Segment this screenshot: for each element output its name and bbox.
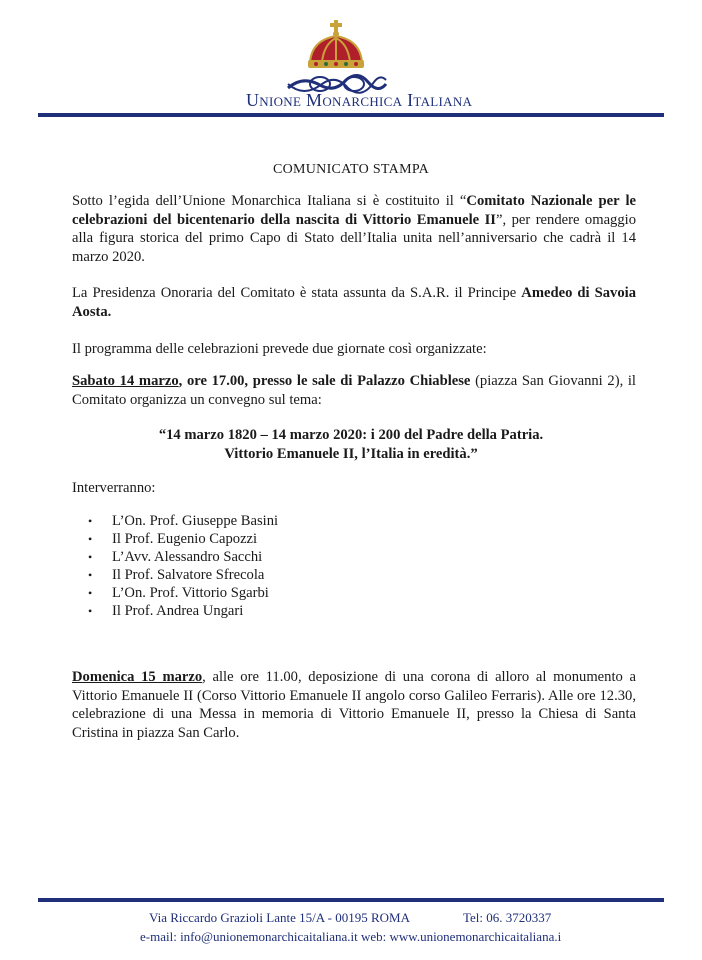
list-item bbox=[88, 602, 278, 620]
bullet-icon: • bbox=[88, 514, 93, 528]
bullet-icon: • bbox=[88, 586, 93, 600]
speaker-name: Il Prof. Eugenio Capozzi bbox=[112, 531, 258, 547]
org-name-heading bbox=[0, 90, 702, 111]
quote-line-1: “14 marzo 1820 – 14 marzo 2020: i 200 del Padre della Patria. bbox=[158, 427, 544, 443]
footer-address: Via Riccardo Grazioli Lante 15/A - 00195 ROMA bbox=[149, 910, 410, 925]
saturday-time-place: , ore 17.00, presso le sale di Palazzo Chiablese bbox=[178, 373, 471, 389]
speaker-name: L’On. Prof. Vittorio Sgarbi bbox=[112, 585, 269, 601]
footer-contacts: e-mail: info@unionemonarchicaitaliana.it web: www.unionemonarchicaitaliana.i bbox=[140, 929, 562, 944]
speakers-list bbox=[88, 512, 278, 620]
bullet-icon: • bbox=[88, 532, 93, 546]
speaker-name: Il Prof. Andrea Ungari bbox=[112, 603, 244, 619]
p2-text-a: La Presidenza Onoraria del Comitato è stata assunta da S.A.R. il Principe bbox=[72, 285, 522, 301]
org-name-text: Unione Monarchica Italiana bbox=[246, 90, 473, 110]
header-divider bbox=[38, 113, 664, 117]
paragraph-committee bbox=[72, 192, 636, 266]
list-item bbox=[88, 584, 278, 602]
paragraph-presidency bbox=[72, 284, 636, 321]
p1-text-c: ”, per rendere omaggio alla figura storica del primo Capo di Stato dell’Italia unita nell’anniversario che cadrà il 14 marzo 2020. bbox=[72, 211, 636, 265]
conference-theme-quote bbox=[0, 426, 702, 463]
p1-text-a: Sotto l’egida dell’Unione Monarchica Italiana si è costituito il “ bbox=[72, 193, 467, 209]
crown-knot-logo-icon bbox=[282, 18, 392, 100]
saturday-details: (piazza San Giovanni 2), il Comitato organizza un convegno sul tema: bbox=[72, 373, 636, 408]
paragraph-program: Il programma delle celebrazioni prevede due giornate così organizzate: bbox=[72, 341, 487, 357]
sunday-date: Domenica 15 marzo bbox=[72, 669, 203, 685]
list-item bbox=[88, 530, 278, 548]
footer-divider bbox=[38, 898, 664, 902]
footer-phone: Tel: 06. 3720337 bbox=[463, 910, 552, 925]
speakers-label: Interverranno: bbox=[72, 480, 156, 496]
speaker-name: Il Prof. Salvatore Sfrecola bbox=[112, 567, 265, 583]
speaker-name: L’On. Prof. Giuseppe Basini bbox=[112, 513, 279, 529]
sunday-details: , alle ore 11.00, deposizione di una corona di alloro al monumento a Vittorio Emanuele II (Corso Vittorio Emanuele II angolo corso Galileo Ferraris). Alle ore 12.30, celebrazione di una Messa in memoria di Vittorio Emanuele II, presso la Chiesa di Santa Cristina in piazza San Carlo. bbox=[72, 669, 636, 741]
p2-prince-name: Amedeo di Savoia Aosta. bbox=[72, 285, 636, 320]
list-item bbox=[88, 566, 278, 584]
paragraph-sunday bbox=[72, 668, 636, 742]
quote-line-2: Vittorio Emanuele II, l’Italia in eredità.” bbox=[224, 445, 478, 462]
speaker-name: L’Avv. Alessandro Sacchi bbox=[112, 549, 263, 565]
list-item bbox=[88, 548, 278, 566]
bullet-icon: • bbox=[88, 550, 93, 564]
document-title: COMUNICATO STAMPA bbox=[272, 162, 430, 177]
bullet-icon: • bbox=[88, 568, 93, 582]
bullet-icon: • bbox=[88, 604, 93, 618]
paragraph-saturday bbox=[72, 372, 636, 409]
list-item bbox=[88, 512, 278, 530]
saturday-date: Sabato 14 marzo bbox=[72, 373, 179, 389]
p1-committee-name: Comitato Nazionale per le celebrazioni del bicentenario della nascita di Vittorio Emanuele II bbox=[72, 193, 636, 228]
